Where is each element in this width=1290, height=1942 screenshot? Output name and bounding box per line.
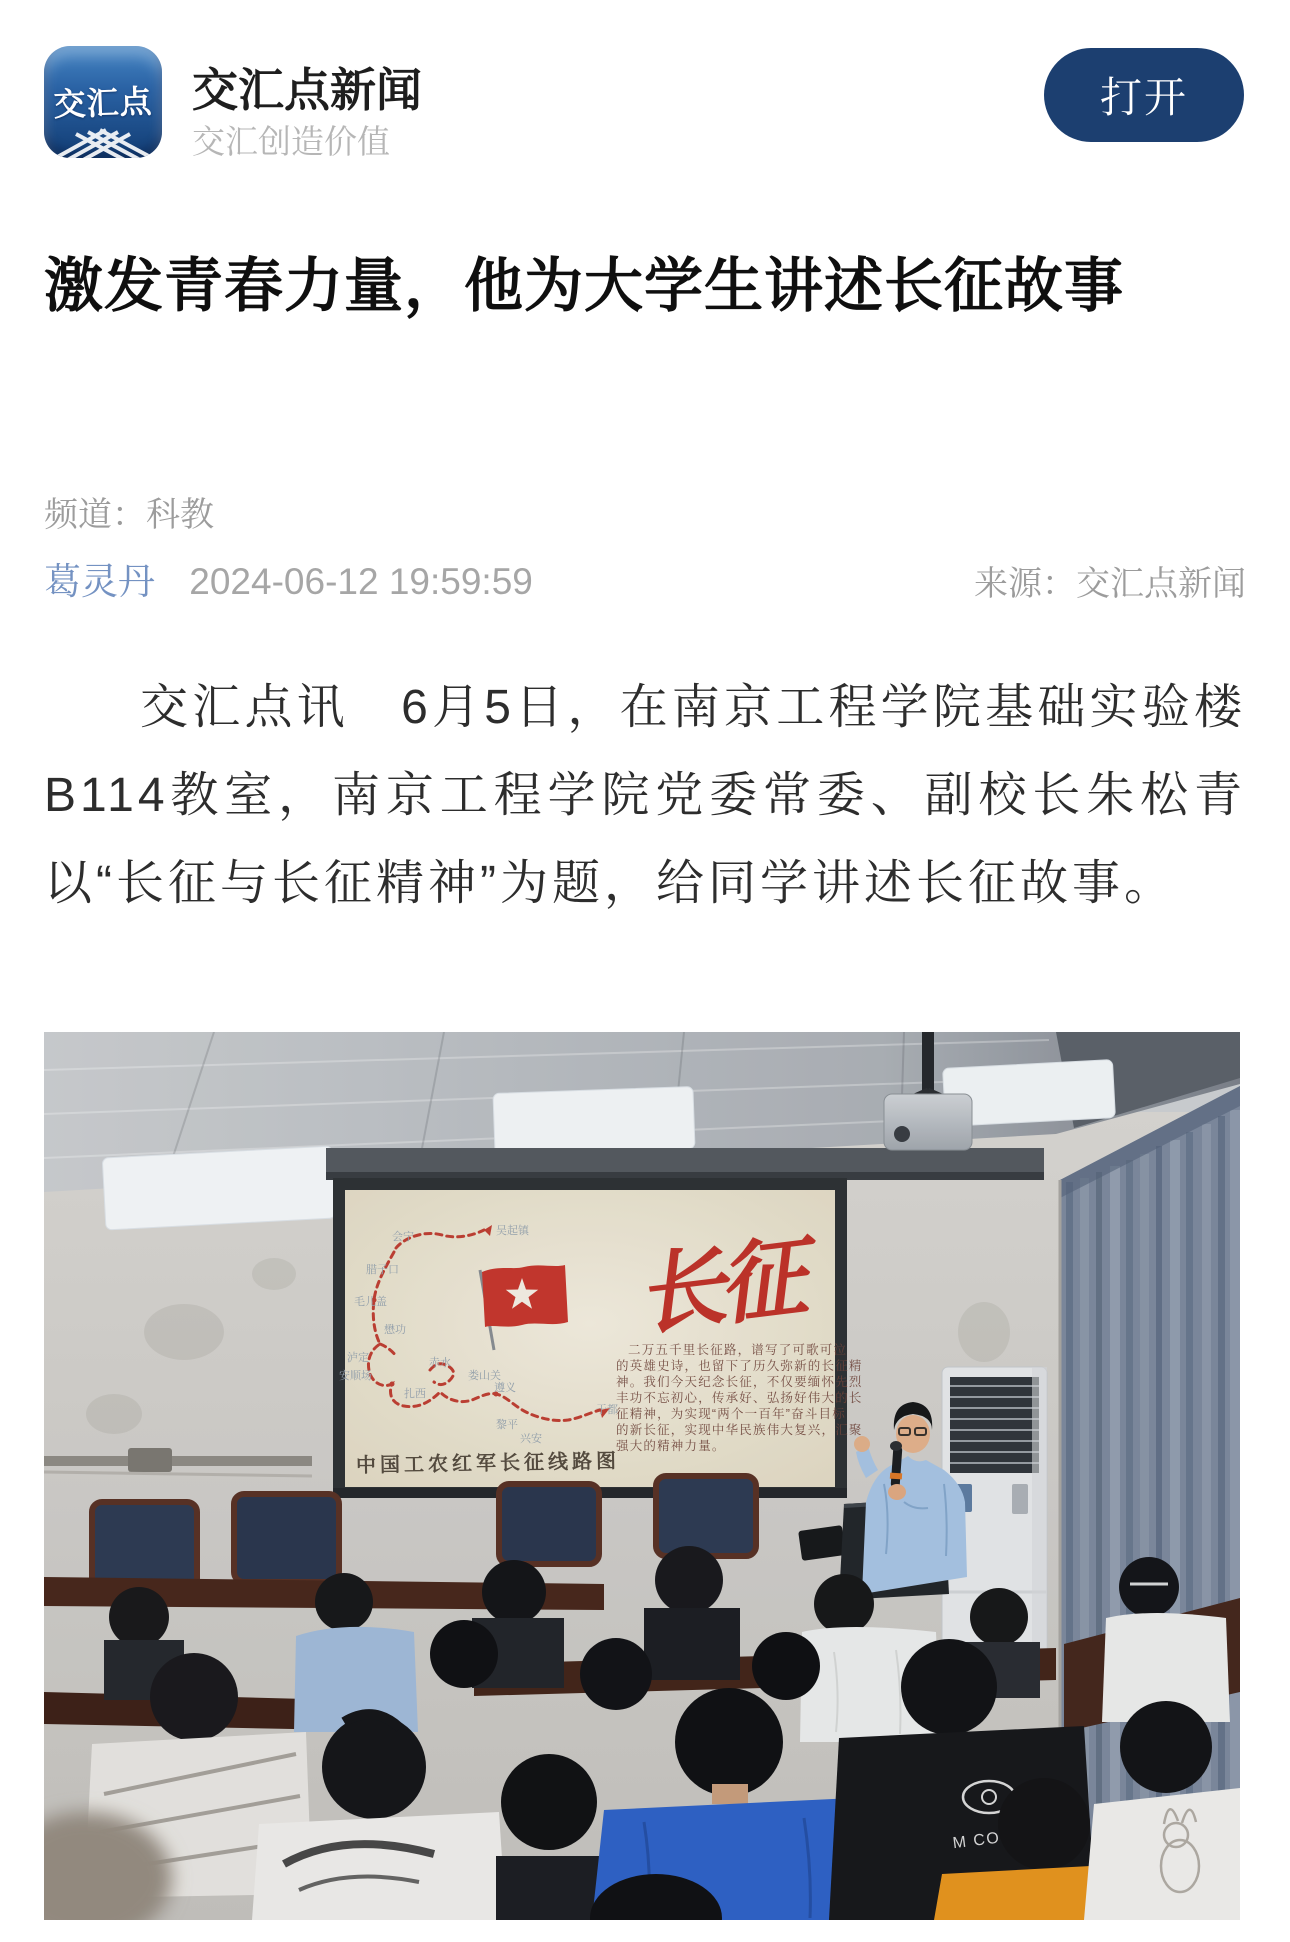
classroom-scene <box>44 1032 1240 1920</box>
source-label: 来源：交汇点新闻 <box>974 565 1246 603</box>
logo-lattice-icon <box>44 116 162 158</box>
byline <box>44 551 533 605</box>
open-app-button[interactable]: 打开 <box>1044 48 1244 142</box>
channel-label: 频道：科教 <box>44 496 214 534</box>
app-slogan: 交汇创造价值 <box>192 123 390 160</box>
article-photo[interactable] <box>44 1032 1240 1920</box>
article-title: 激发青春力量，他为大学生讲述长征故事 <box>44 253 1125 319</box>
app-logo[interactable] <box>44 46 162 158</box>
app-logo-text: 交汇点 <box>52 83 154 123</box>
author-link[interactable]: 葛灵丹 <box>44 561 155 602</box>
photo-vignette <box>44 1032 1240 1920</box>
publish-time: 2024-06-12 19:59:59 <box>189 561 533 602</box>
article-body: 交汇点讯 6月5日，在南京工程学院基础实验楼B114教室，南京工程学院党委常委、副校长朱松青以“长征与长征精神”为题，给同学讲述长征故事。 <box>44 681 1246 910</box>
app-name: 交汇点新闻 <box>192 64 422 116</box>
